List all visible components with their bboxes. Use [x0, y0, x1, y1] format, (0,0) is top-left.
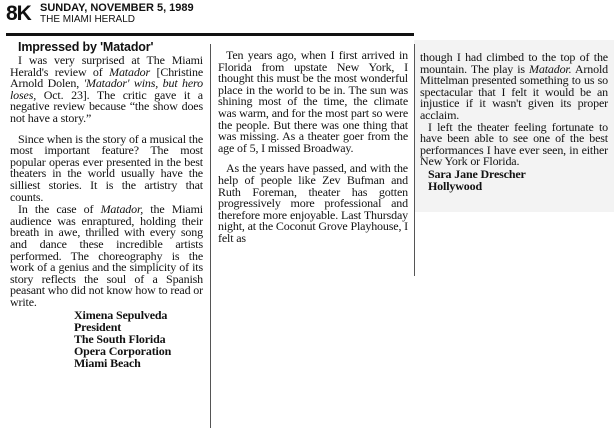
- column-divider-1: [210, 44, 211, 428]
- page-number: 8K: [6, 2, 31, 25]
- letter1-paragraph-1: I was very surprised at The Miami Herald's review of Matador [Christine Arnold Dolen, 'Matador' wins, but hero loses, Oct. 23]. The critic gave it a negative review because “the show does not have a story.”: [10, 53, 203, 125]
- letter2-paragraph-4: I left the theater feeling fortunate to have been able to see one of the best performances I have ever seen, in either New York or Florida.: [420, 119, 608, 169]
- signature-name: Ximena Sepulveda: [74, 308, 168, 323]
- letter-column-3: [420, 52, 608, 192]
- signature-place: Miami Beach: [74, 356, 141, 371]
- letter2-paragraph-1: Ten years ago, when I first arrived in Florida from upstate New York, I thought this must be the most wonderful place in the world to be in. The sun was shining most of the time, the climate was warm, and for the most part so were the people. But there was one thing that was missing. As a theater goer from the age of 5, I missed Broadway.: [218, 48, 408, 155]
- letter1-paragraph-3: In the case of Matador, the Miami audience was enraptured, holding their breath in awe, thrilled with every song and dance these incredible artists performed. The choreography is the work of a genius and the simplicity of its story reflects the soul of a Spanish peasant who did not know how to read or write.: [10, 202, 203, 309]
- signature-title: President: [74, 320, 122, 335]
- newspaper-name: THE MIAMI HERALD: [40, 14, 136, 25]
- letter1-paragraph-2: Since when is the story of a musical the most important feature? The most popular operas ever presented in the best theaters in the world usually have the silliest stories. It is the artistry that counts.: [10, 131, 203, 204]
- letter1-signature: [10, 309, 178, 369]
- letter-headline: Impressed by 'Matador': [18, 40, 154, 54]
- signature-place: Hollywood: [428, 178, 482, 193]
- date-line: SUNDAY, NOVEMBER 5, 1989: [40, 2, 194, 14]
- signature-organization-line-1: The South Florida: [74, 332, 166, 347]
- letter2-paragraph-2: As the years have passed, and with the help of people like Zev Bufman and Ruth Foreman, theater has gotten progressively more professional and therefore more enjoyable. Last Thursday night, at the Coconut Grove Playhouse, I felt as: [218, 161, 408, 245]
- letter-column-2: [218, 50, 408, 245]
- signature-organization-line-2: Opera Corporation: [74, 344, 172, 359]
- column-divider-2: [414, 44, 415, 276]
- signature-name: Sara Jane Drescher: [428, 166, 526, 181]
- top-rule: [6, 33, 414, 36]
- letter2-paragraph-3: though I had climbed to the top of the mountain. The play is Matador. Arnold Mittelman presented something to us so spectacular that I felt it would be an injustice if it wasn't given its proper acclaim.: [420, 50, 608, 122]
- letter-column-1: [10, 40, 203, 369]
